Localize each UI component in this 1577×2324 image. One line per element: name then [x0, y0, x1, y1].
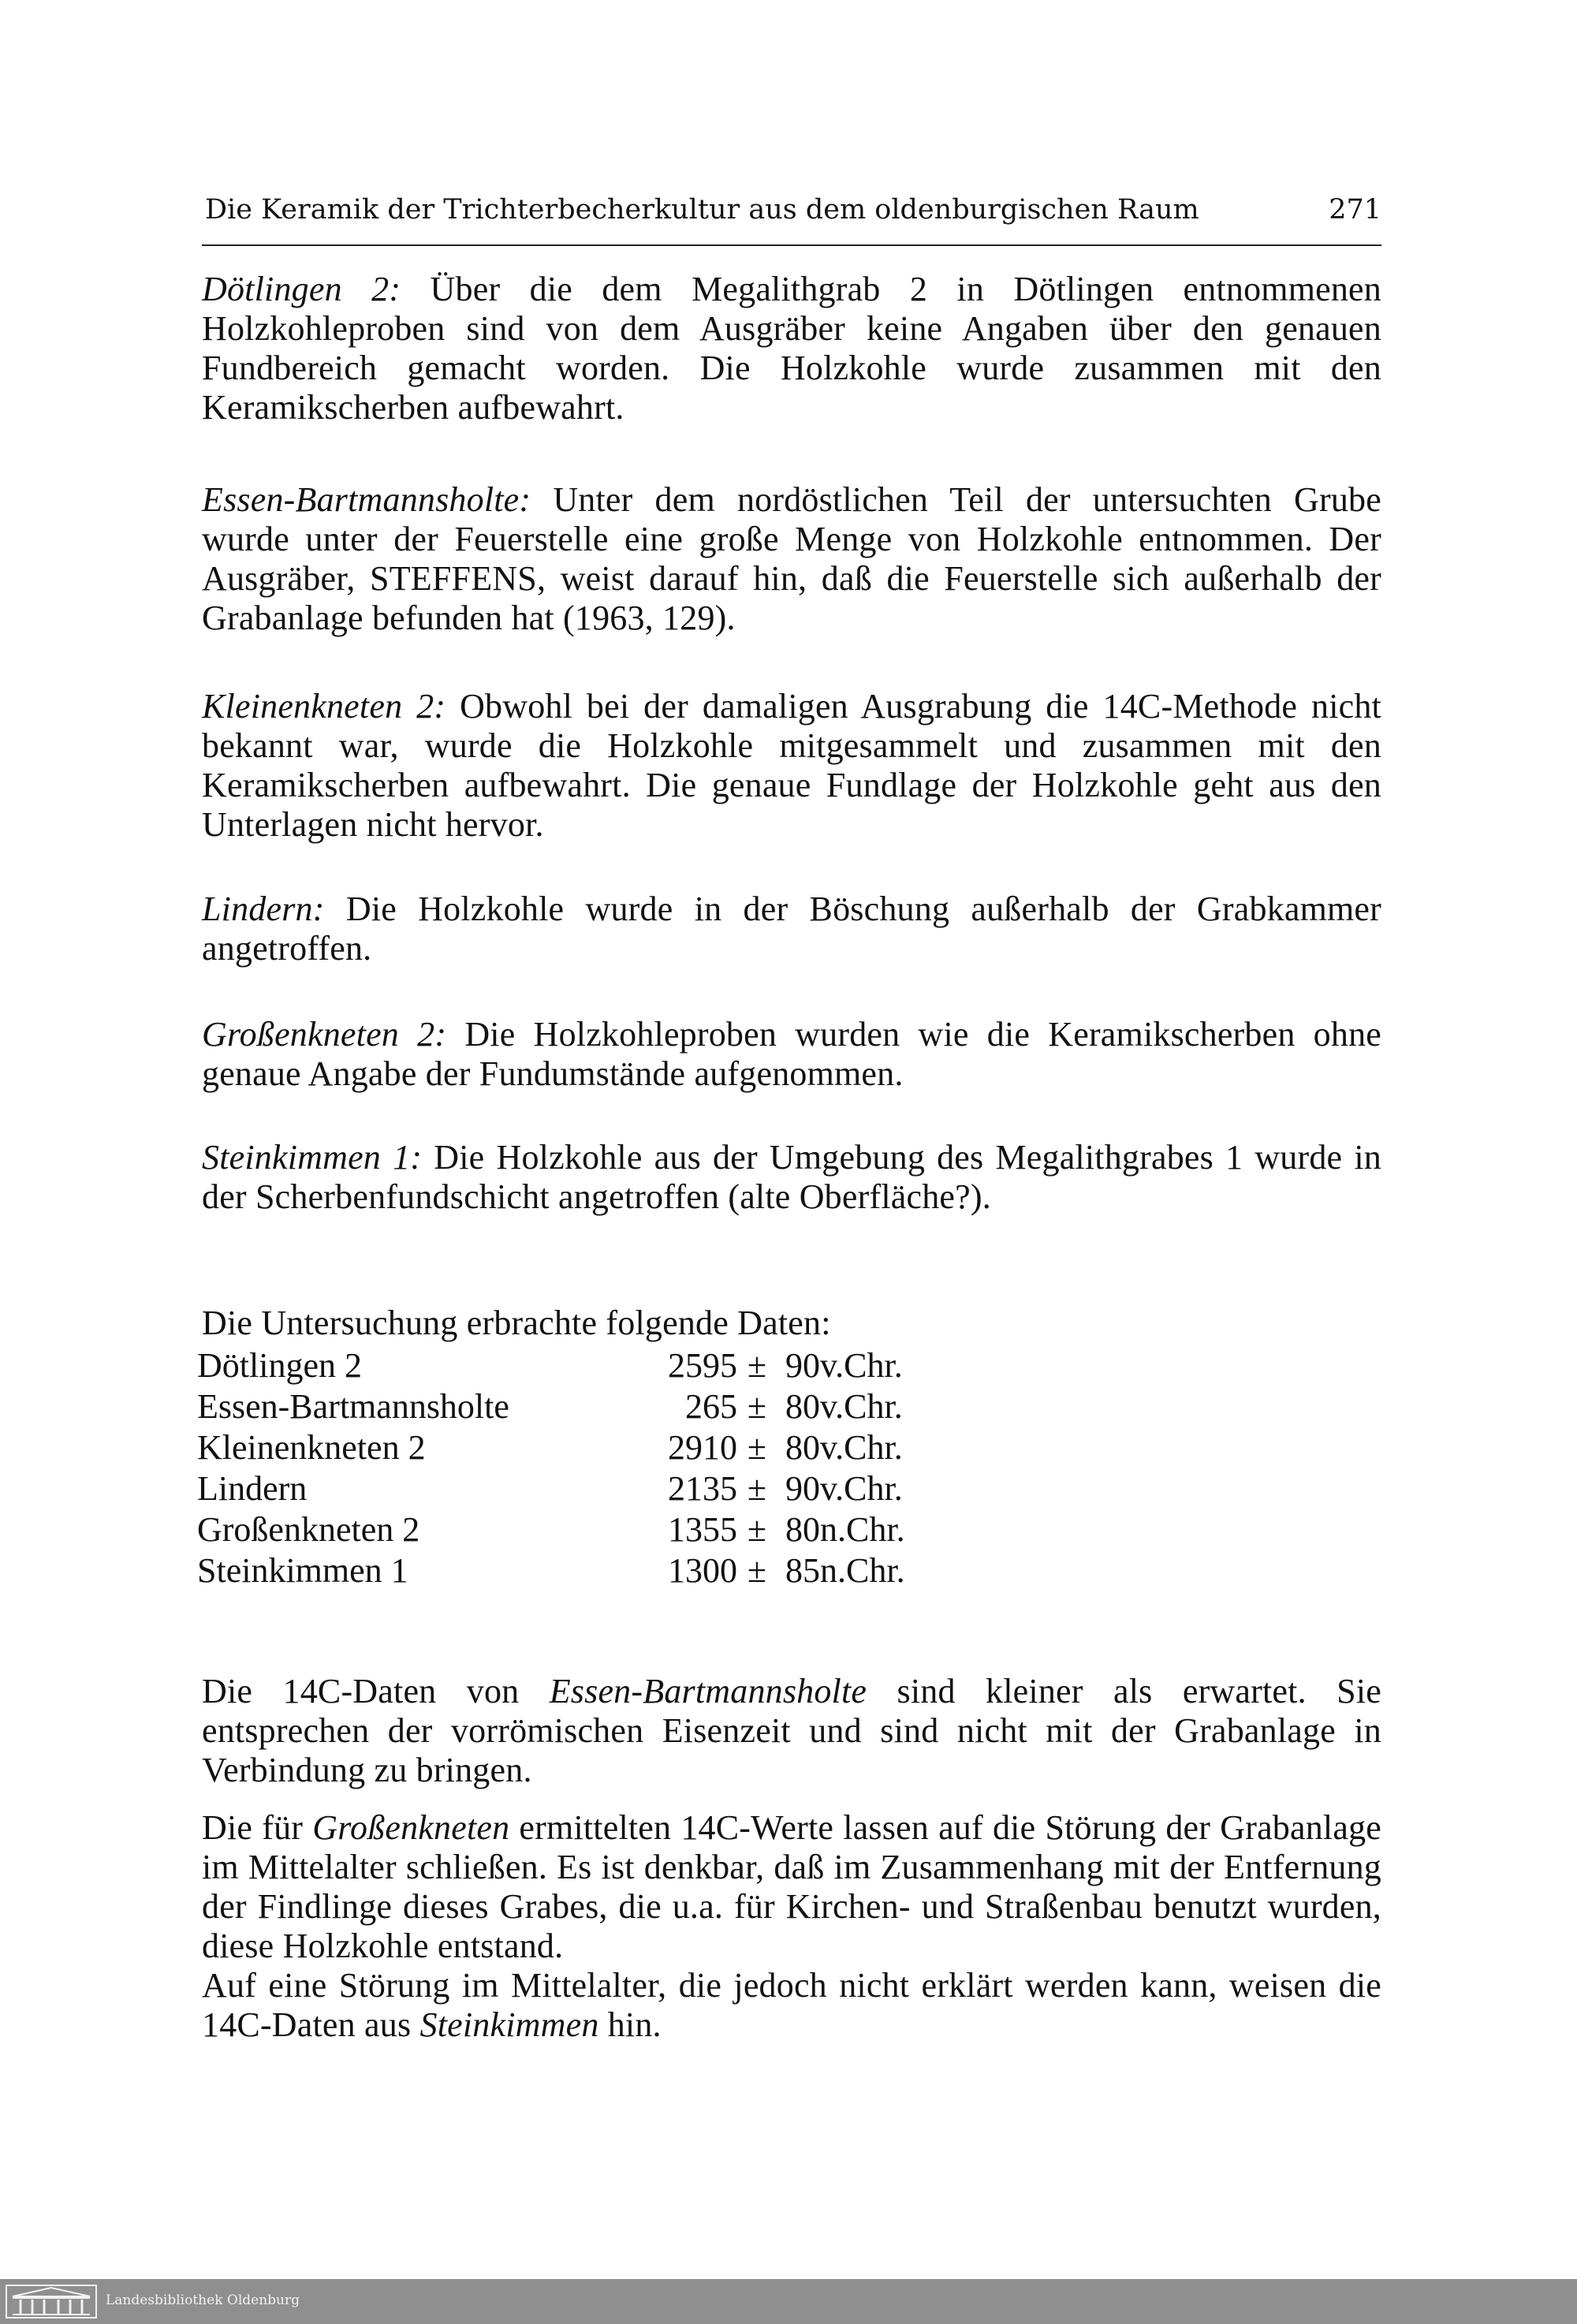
running-title: Die Keramik der Trichterbecherkultur aus dem oldenburgischen Raum	[205, 194, 1199, 226]
date-value: 2910	[668, 1428, 737, 1467]
paragraph-text: Die Holzkohle wurde in der Böschung außerhalb der Grabkammer angetroffen.	[202, 890, 1381, 968]
conclusion-paragraph-2	[202, 1808, 1381, 2045]
paragraph-lindern	[202, 890, 1381, 968]
date-error: 80	[785, 1387, 820, 1426]
date-value: 2595	[668, 1346, 737, 1385]
site-heading-essen-bartmannsholte: Essen-Bartmannsholte:	[202, 480, 531, 519]
paragraph-kleinenkneten	[202, 687, 1381, 845]
radiocarbon-dates-table	[197, 1345, 905, 1591]
paragraph-essen-bartmannsholte	[202, 480, 1381, 638]
date-row	[197, 1468, 905, 1509]
site-reference: Steinkimmen	[419, 2005, 599, 2044]
date-row	[197, 1427, 905, 1468]
paragraph-text: sind kleiner als erwartet. Sie entsprechen der vorrömischen Eisenzeit und sind nicht mit der Grabanlage in Verbindung zu bringen.	[202, 1672, 1381, 1789]
date-era: n.Chr.	[820, 1510, 905, 1549]
results-intro: Die Untersuchung erbrachte folgende Daten:	[202, 1304, 831, 1342]
page-number: 271	[1329, 194, 1381, 226]
paragraph-doetlingen	[202, 270, 1381, 427]
date-error: 80	[785, 1510, 820, 1549]
paragraph-text: Unter dem nordöstlichen Teil der untersuchten Grube wurde unter der Feuerstelle eine große Menge von Holzkohle entnommen. Der Ausgräber, STEFFENS, weist darauf hin, daß die Feuerstelle sich außerhalb der Grabanlage befunden hat (1963, 129).	[202, 480, 1381, 637]
page-header	[202, 188, 1381, 246]
date-error: 85	[785, 1551, 820, 1590]
footer-bar	[0, 2279, 1577, 2324]
date-error: 80	[785, 1428, 820, 1467]
date-era: v.Chr.	[820, 1469, 903, 1508]
paragraph-text: Die Holzkohle aus der Umgebung des Megalithgrabes 1 wurde in der Scherbenfundschicht angetroffen (alte Oberfläche?).	[202, 1138, 1382, 1216]
paragraph-text: ermittelten 14C-Werte lassen auf die Störung der Grabanlage im Mittelalter schließen. Es ist denkbar, daß im Zusammenhang mit der Entfernung der Findlinge dieses Grabes, die u.a. für Kirchen- und Straßenbau benutzt wurden, diese Holzkohle entstand.	[202, 1808, 1382, 1965]
library-name: Landesbibliothek Oldenburg	[106, 2292, 300, 2308]
date-value: 1355	[668, 1510, 737, 1549]
paragraph-steinkimmen	[202, 1138, 1381, 1217]
date-error: 90	[785, 1469, 820, 1508]
date-value: 265	[685, 1387, 737, 1426]
plus-minus-sign: ±	[747, 1551, 767, 1590]
date-error: 90	[785, 1346, 820, 1385]
site-name: Großenkneten 2	[197, 1510, 420, 1549]
site-heading-steinkimmen: Steinkimmen 1:	[202, 1138, 423, 1177]
date-value: 1300	[668, 1551, 737, 1590]
date-row	[197, 1550, 905, 1591]
site-name: Lindern	[197, 1469, 308, 1508]
site-name: Dötlingen 2	[197, 1346, 362, 1385]
date-era: n.Chr.	[820, 1551, 905, 1590]
date-era: v.Chr.	[820, 1387, 903, 1426]
paragraph-text: Obwohl bei der damaligen Ausgrabung die 14C-Methode nicht bekannt war, wurde die Holzkohle mitgesammelt und zusammen mit den Keramikscherben aufbewahrt. Die genaue Fundlage der Holzkohle geht aus den Unterlagen nicht hervor.	[202, 687, 1381, 844]
site-heading-grossenkneten: Großenkneten 2:	[202, 1015, 447, 1054]
paragraph-text: Auf eine Störung im Mittelalter, die jedoch nicht erklärt werden kann, weisen die 14C-Daten aus	[202, 1966, 1381, 2044]
plus-minus-sign: ±	[747, 1346, 767, 1385]
date-value: 2135	[668, 1469, 737, 1508]
library-building-icon	[5, 2284, 98, 2319]
plus-minus-sign: ±	[747, 1510, 767, 1549]
conclusion-paragraph-1	[202, 1672, 1381, 1790]
plus-minus-sign: ±	[747, 1387, 767, 1426]
date-row	[197, 1509, 905, 1550]
paragraph-text: Die 14C-Daten von	[202, 1672, 550, 1710]
date-era: v.Chr.	[820, 1346, 903, 1385]
date-era: v.Chr.	[820, 1428, 903, 1467]
plus-minus-sign: ±	[747, 1469, 767, 1508]
site-name: Steinkimmen 1	[197, 1551, 408, 1590]
dates-table-body	[197, 1345, 905, 1591]
date-row	[197, 1386, 905, 1427]
paragraph-grossenkneten	[202, 1015, 1381, 1094]
paragraph-text: Die Holzkohleproben wurden wie die Keramikscherben ohne genaue Angabe der Fundumstände aufgenommen.	[202, 1015, 1382, 1093]
paragraph-text: Die für	[202, 1808, 313, 1847]
site-heading-doetlingen: Dötlingen 2:	[202, 270, 401, 308]
paragraph-text: Über die dem Megalithgrab 2 in Dötlingen entnommenen Holzkohleproben sind von dem Ausgräber keine Angaben über den genauen Fundbereich gemacht worden. Die Holzkohle wurde zusammen mit den Keramikscherben aufbewahrt.	[202, 270, 1381, 427]
plus-minus-sign: ±	[747, 1428, 767, 1467]
site-reference: Essen-Bartmannsholte	[549, 1672, 867, 1710]
site-name: Kleinenkneten 2	[197, 1428, 426, 1467]
site-heading-kleinenkneten: Kleinenkneten 2:	[202, 687, 446, 726]
site-name: Essen-Bartmannsholte	[197, 1387, 509, 1426]
paragraph-text: hin.	[598, 2005, 662, 2044]
date-row	[197, 1345, 905, 1386]
site-heading-lindern: Lindern:	[202, 890, 325, 928]
site-reference: Großenkneten	[312, 1808, 510, 1847]
